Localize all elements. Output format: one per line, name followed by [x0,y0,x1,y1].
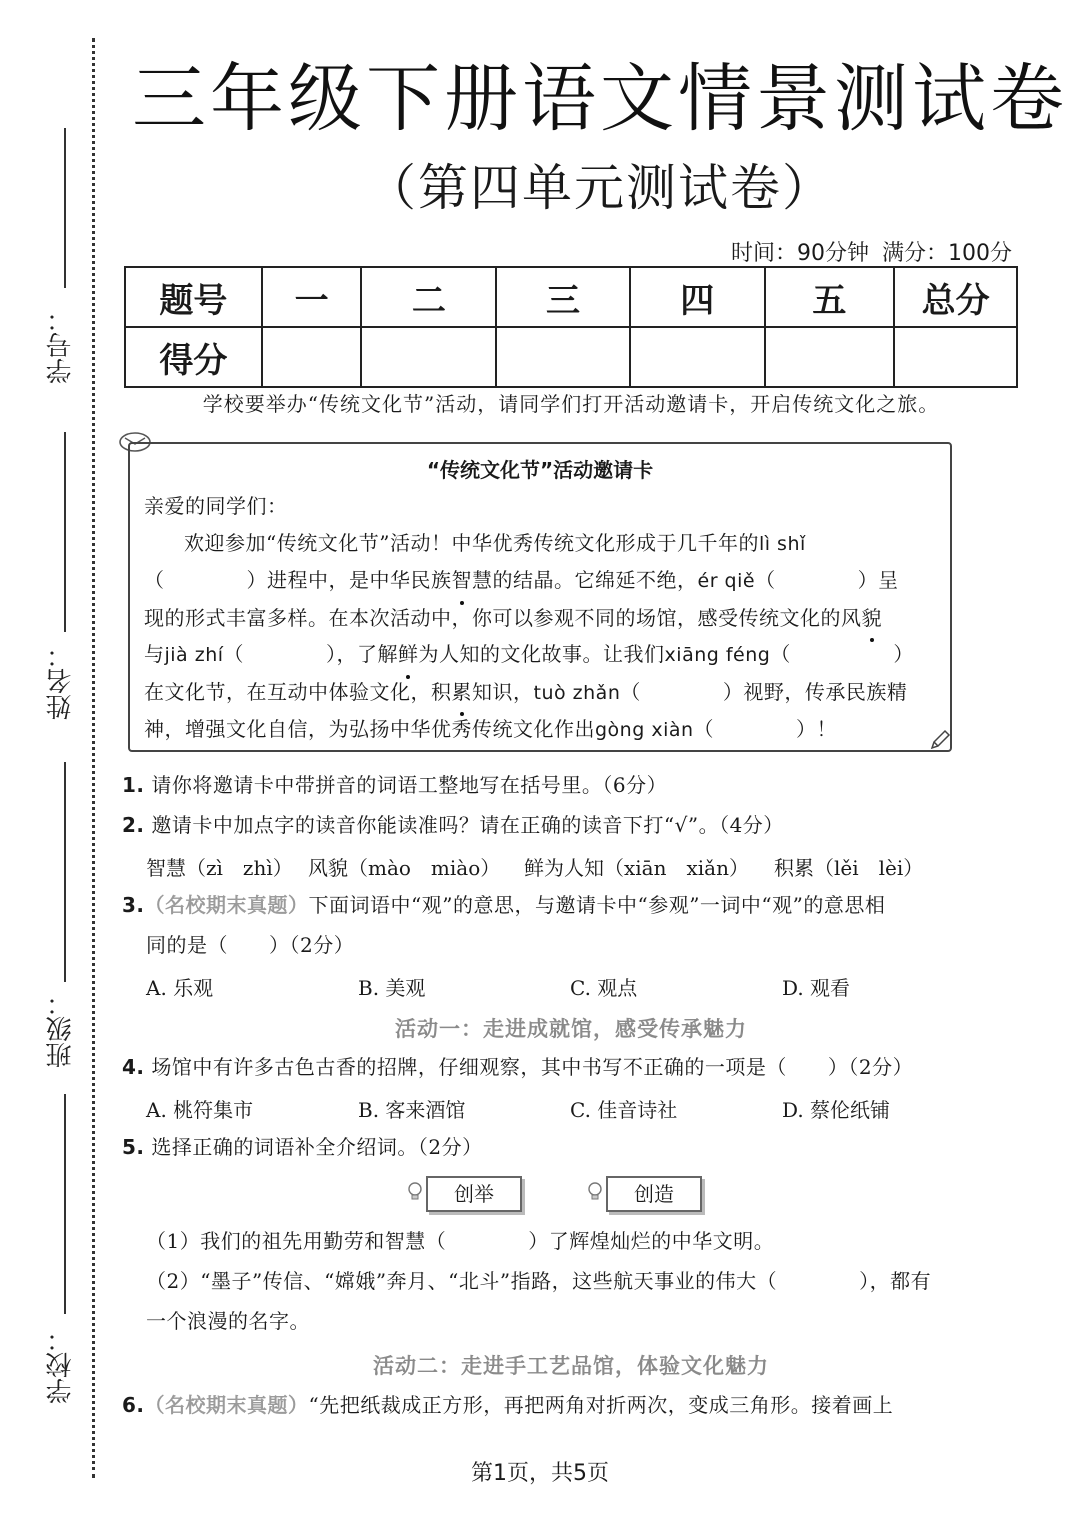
question-2 [122,812,972,838]
score-cell: 一 [262,267,362,327]
option-b[interactable]: B. 美观 [358,976,426,1000]
score-input-cell[interactable] [765,327,895,387]
score-cell: 题号 [125,267,262,327]
card-text: 在文化节，在互动中体验文化，积 [144,679,452,704]
score-cell: 三 [496,267,630,327]
option-a[interactable]: A. 乐观 [146,976,214,1000]
score-table-header-row [125,267,1017,327]
pinyin: ér qiě [697,570,756,592]
question-3 [122,892,972,918]
pinyin: xiāng féng [664,644,771,666]
card-text: （ ） [770,642,914,666]
lamp-icon [404,1180,426,1202]
student-id-label: 学号： [46,306,76,384]
q2-item[interactable]: 积累（lěi lèi） [774,856,924,880]
pinyin: gòng xiàn [595,719,694,741]
score-table [124,266,1018,388]
card-line [144,562,940,600]
question-number: 2. [122,813,145,837]
dotted-char: 智 [452,562,473,599]
option-d[interactable]: D. 观看 [782,976,851,1000]
card-line [144,711,940,749]
card-title: “传统文化节”活动邀请卡 [426,458,654,482]
class-line [64,762,66,982]
card-text: （ ）！ [693,717,838,741]
score-cell: 二 [361,267,496,327]
q2-item[interactable]: 鲜为人知（xiān xiǎn） [524,856,749,880]
card-text: 知识， [472,679,534,704]
section-heading-1: 活动一：走进成就馆，感受传承魅力 [395,1016,747,1041]
score-input-cell[interactable] [894,327,1017,387]
option-d[interactable]: D. 蔡伦纸铺 [782,1098,891,1122]
q5-sentence-1: （1）我们的祖先用勤劳和智慧（ ）了辉煌灿烂的中华文明。 [146,1229,775,1253]
pencil-icon [928,728,952,752]
card-line [144,636,940,674]
card-text: （ ），了解 [223,642,399,666]
question-text: 请你将邀请卡中带拼音的词语工整地写在括号里。（6分） [151,773,668,797]
page-footer: 第1页，共5页 [471,1461,609,1486]
intro-text: 学校要举办“传统文化节”活动，请同学们打开活动邀请卡，开启传统文化之旅。 [202,392,940,416]
section-heading-2: 活动二：走进手工艺品馆，体验文化魅力 [373,1353,769,1378]
card-text: （ ）呈 [755,568,899,592]
question-text: 选择正确的词语补全介绍词。（2分） [151,1135,483,1159]
question-number: 3. [122,893,145,917]
card-line [144,525,940,563]
dotted-char: 貌 [862,600,883,637]
question-3-cont: 同的是（ ）（2分） [146,933,355,957]
score-input-cell[interactable] [361,327,496,387]
card-text: 欢迎参加“传统文化节”活动！中华优秀传统文化形成于几千年的 [184,530,759,555]
word-card-2[interactable]: 创造 [606,1176,702,1212]
score-input-cell[interactable] [630,327,765,387]
score-input-cell[interactable] [496,327,630,387]
dotted-char: 累 [452,674,473,711]
school-label: 学校： [46,1326,76,1404]
score-input-cell[interactable] [262,327,362,387]
question-number: 4. [122,1055,145,1079]
option-b[interactable]: B. 客来酒馆 [358,1098,466,1122]
exam-full-score: 满分：100分 [882,241,1012,266]
question-5 [122,1134,972,1160]
q2-item[interactable]: 风貌（mào miào） [308,856,501,880]
option-a[interactable]: A. 桃符集市 [146,1098,254,1122]
score-cell: 五 [765,267,895,327]
pinyin: tuò zhǎn [533,681,621,704]
question-text: “先把纸裁成正方形，再把两角对折两次，变成三角形。接着画上 [308,1393,894,1417]
card-text: （ ）进程中，是中华民族 [144,568,452,592]
card-line [144,674,940,712]
q2-item[interactable]: 智慧（zì zhì） [146,856,293,880]
card-text: 神，增强文化自信，为弘扬中华优秀传统文化作出 [144,717,595,741]
score-row-label: 得分 [125,327,262,387]
question-tag: （名校期末真题） [144,1393,309,1417]
option-c[interactable]: C. 观点 [570,976,638,1000]
card-text: 与 [144,642,165,666]
q5-sentence-3: 一个浪漫的名字。 [146,1309,310,1333]
exam-time: 时间：90分钟 [731,241,869,266]
score-cell: 总分 [894,267,1017,327]
dotted-char: 鲜 [398,636,419,673]
card-text: 慧的结晶。它绵延不绝， [472,568,698,592]
question-text: 邀请卡中加点字的读音你能读准吗？请在正确的读音下打“√”。（4分） [151,813,784,837]
question-number: 1. [122,773,145,797]
card-text: （ ）视野，传承民族精 [620,679,908,704]
question-1 [122,772,972,798]
question-text: 场馆中有许多古色古香的招牌，仔细观察，其中书写不正确的一项是（ ）（2分） [151,1055,914,1079]
question-4 [122,1054,972,1080]
card-greeting: 亲爱的同学们： [144,494,288,518]
page-title: 三年级下册语文情景测试卷 [132,56,1068,142]
question-number: 5. [122,1135,145,1159]
question-tag: （名校期末真题） [144,893,309,917]
q5-sentence-2: （2）“墨子”传信、“嫦娥”奔月、“北斗”指路，这些航天事业的伟大（ ），都有 [146,1269,932,1293]
exam-meta [725,236,1012,267]
invitation-card [128,442,952,752]
pinyin: lì shǐ [758,532,806,555]
page-subtitle: （第四单元测试卷） [366,159,834,217]
score-table-score-row [125,327,1017,387]
class-label: 班级： [46,990,76,1068]
student-id-line [64,128,66,288]
card-text: 现的形式丰富多样。在本次活动中，你可以参观不同的场馆，感受传统文化的风 [144,605,862,630]
question-6 [122,1392,972,1418]
option-c[interactable]: C. 佳音诗社 [570,1098,678,1122]
card-line [144,600,940,637]
card-text: 为人知的文化故事。让我们 [418,642,665,666]
binding-dotted-line [92,38,95,1478]
name-label: 姓名： [46,642,76,720]
score-cell: 四 [630,267,765,327]
word-card-1[interactable]: 创举 [426,1176,522,1212]
school-line [64,1094,66,1314]
question-text: 下面词语中“观”的意思，与邀请卡中“参观”一词中“观”的意思相 [308,893,886,917]
pinyin: jià zhí [164,644,224,666]
question-number: 6. [122,1393,145,1417]
name-line [64,432,66,632]
card-body [144,488,940,749]
lamp-icon [584,1180,606,1202]
